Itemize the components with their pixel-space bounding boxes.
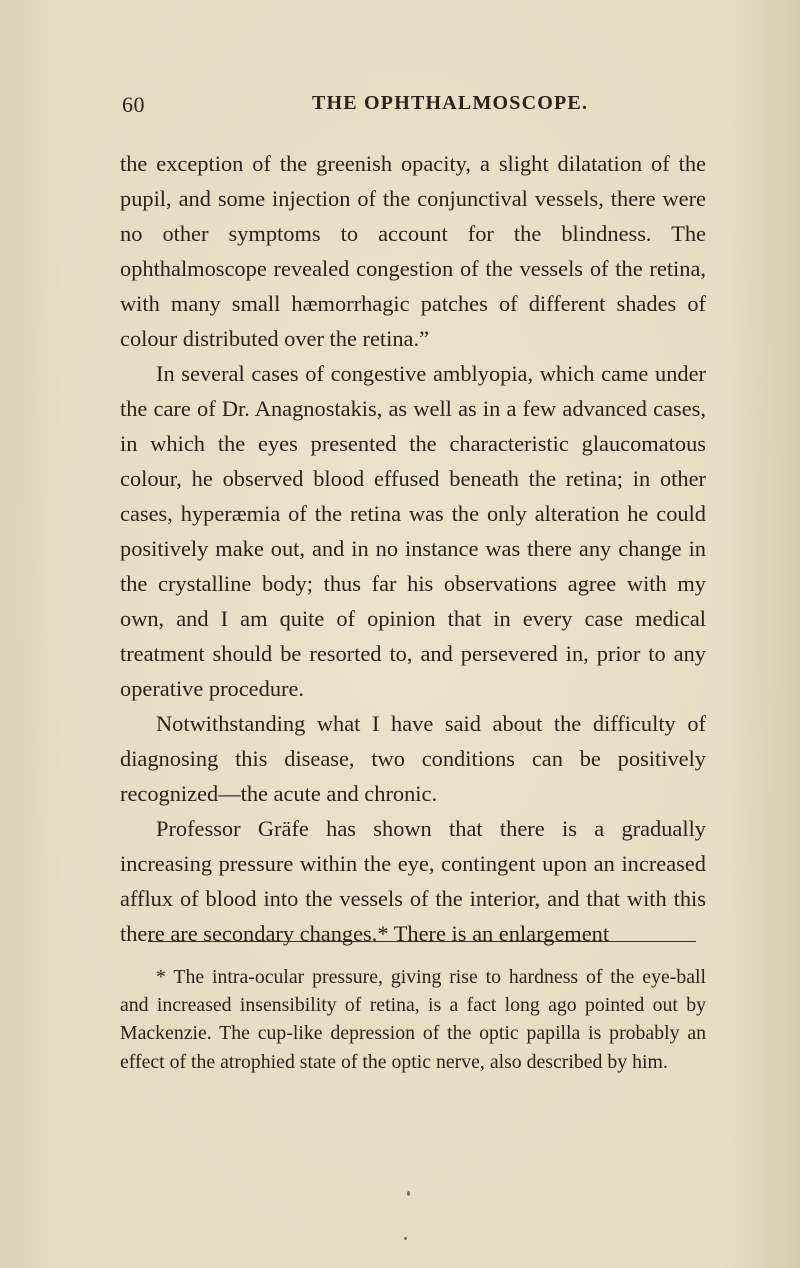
- paragraph-1: the exception of the greenish opacity, a slight dilatation of the pupil, and some injection of the conjunctival vessels, there were no other symptoms to account for the blindness. The ophthalmoscope revealed congestion of the vessels of the retina, with many small hæmorrhagic patches of different shades of colour distributed over the retina.”: [120, 151, 706, 351]
- ink-speck: [404, 1237, 407, 1240]
- paragraph-4: Professor Gräfe has shown that there is a gradually increasing pressure within the eye, contingent upon an increased afflux of blood into the vessels of the interior, and that with this there are secondary changes.* There is an enlargement: [120, 816, 706, 946]
- ink-speck: [407, 1191, 410, 1196]
- page-number: 60: [122, 92, 145, 117]
- footnote-rule: [148, 941, 696, 942]
- paragraph-3: Notwithstanding what I have said about the difficulty of diagnosing this disease, two conditions can be positively recognized—the acute and chronic.: [120, 711, 706, 806]
- paragraph-2: In several cases of congestive amblyopia, which came under the care of Dr. Anagnostakis, as well as in a few advanced cases, in which the eyes presented the characteristic glaucomatous colour, he observed blood effused beneath the retina; in other cases, hyperæmia of the retina was the only alteration he could positively make out, and in no instance was there any change in the crystalline body; thus far his observations agree with my own, and I am quite of opinion that in every case medical treatment should be resorted to, and persevered in, prior to any operative procedure.: [120, 361, 706, 701]
- running-head: [122, 92, 702, 122]
- running-title: THE OPHTHALMOSCOPE.: [312, 92, 589, 114]
- body-text: [120, 146, 706, 951]
- footnote: * The intra-ocular pressure, giving rise to hardness of the eye-ball and increased insensibility of retina, is a fact long ago pointed out by Mackenzie. The cup-like depression of the optic papilla is probably an effect of the atrophied state of the optic nerve, also described by him.: [120, 966, 706, 1073]
